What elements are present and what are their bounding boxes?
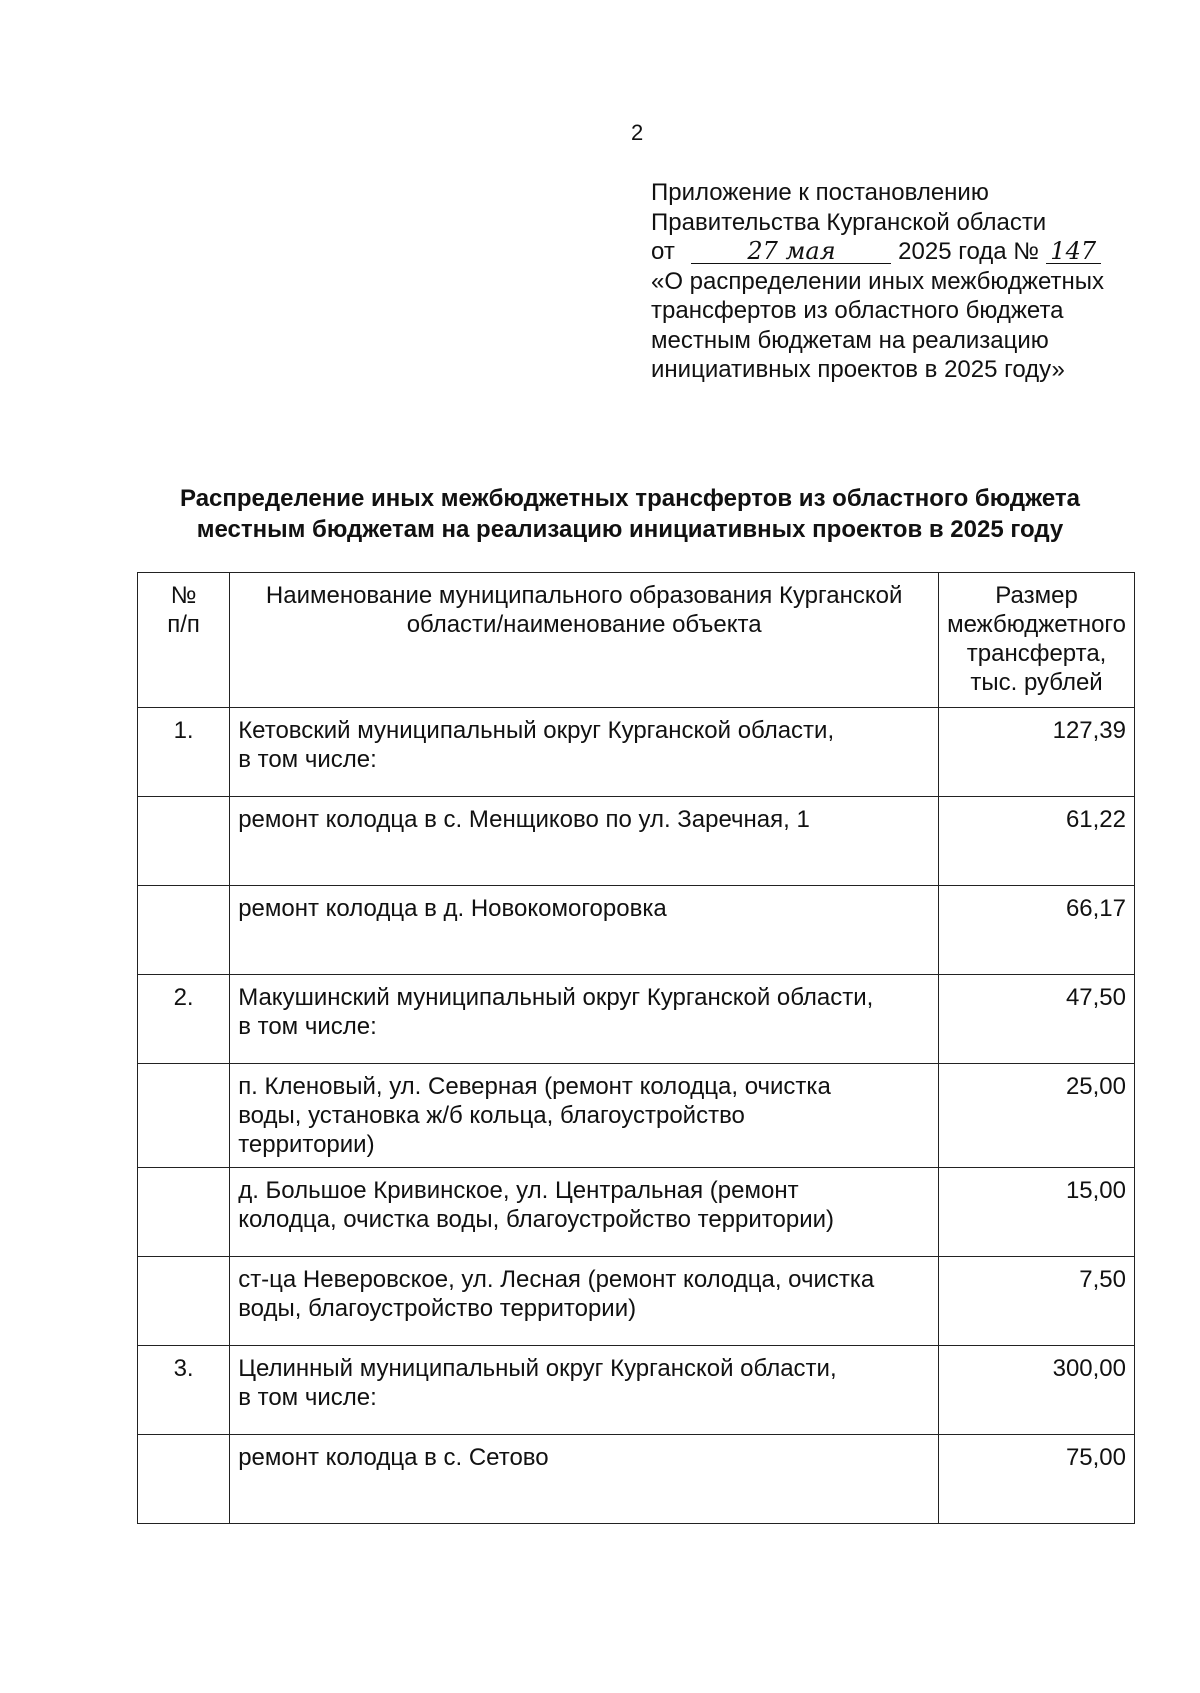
row-amount: 47,50 — [939, 975, 1135, 1064]
header-name — [230, 573, 939, 708]
row-amount: 300,00 — [939, 1346, 1135, 1435]
row-name-line-2: воды, установка ж/б кольца, благоустройство — [238, 1102, 745, 1129]
row-name — [230, 975, 939, 1064]
row-name-line-1: Целинный муниципальный округ Курганской области, — [238, 1355, 837, 1382]
row-name — [230, 1346, 939, 1435]
row-name-line-1: Макушинский муниципальный округ Курганской области, — [238, 984, 874, 1011]
table-row — [138, 1346, 1135, 1435]
document-title — [130, 483, 1130, 545]
row-name-line-1: д. Большое Кривинское, ул. Центральная (ремонт — [238, 1177, 799, 1204]
header-num-line-2: п/п — [167, 611, 200, 638]
header-amount-line-1: Размер — [995, 582, 1078, 609]
table-row — [138, 1435, 1135, 1524]
row-name — [230, 886, 939, 975]
document-title-line-1: Распределение иных межбюджетных трансфертов из областного бюджета — [180, 485, 1080, 512]
header-amount-line-2: межбюджетного — [947, 611, 1126, 638]
row-name-line-1: п. Кленовый, ул. Северная (ремонт колодца, очистка — [238, 1073, 831, 1100]
handwritten-date: 27 мая — [691, 239, 891, 264]
annex-from-label: от — [651, 238, 675, 265]
row-amount: 15,00 — [939, 1168, 1135, 1257]
row-num: 1. — [138, 708, 230, 797]
row-num: 2. — [138, 975, 230, 1064]
row-amount: 66,17 — [939, 886, 1135, 975]
annex-line-2: Правительства Курганской области — [651, 208, 1047, 236]
row-amount: 61,22 — [939, 797, 1135, 886]
table-row — [138, 886, 1135, 975]
table-header-row — [138, 573, 1135, 708]
annex-header — [651, 178, 1171, 385]
table-row — [138, 1168, 1135, 1257]
header-num-line-1: № — [170, 582, 197, 609]
annex-line-4: «О распределении иных межбюджетных — [651, 267, 1104, 295]
row-name-line-2: в том числе: — [238, 1013, 377, 1040]
row-amount: 7,50 — [939, 1257, 1135, 1346]
distribution-table — [137, 572, 1135, 1524]
row-name — [230, 797, 939, 886]
header-num — [138, 573, 230, 708]
row-num: 3. — [138, 1346, 230, 1435]
handwritten-number: 147 — [1046, 239, 1101, 264]
annex-line-5: трансфертов из областного бюджета — [651, 297, 1064, 324]
row-amount: 25,00 — [939, 1064, 1135, 1168]
row-name-line-1: ст-ца Неверовское, ул. Лесная (ремонт колодца, очистка — [238, 1266, 875, 1293]
row-num — [138, 1257, 230, 1346]
annex-date-line — [651, 237, 1171, 267]
row-name-line-2: в том числе: — [238, 1384, 377, 1411]
row-name-line-1: Кетовский муниципальный округ Курганской области, — [238, 717, 835, 744]
row-name — [230, 1435, 939, 1524]
page-number: 2 — [631, 120, 644, 145]
row-name-line-1: ремонт колодца в с. Менщиково по ул. Заречная, 1 — [238, 806, 810, 833]
row-num — [138, 1168, 230, 1257]
table-row — [138, 708, 1135, 797]
annex-line-7: инициативных проектов в 2025 году» — [651, 356, 1065, 383]
row-name-line-2: колодца, очистка воды, благоустройство территории) — [238, 1206, 834, 1233]
row-name-line-2: воды, благоустройство территории) — [238, 1295, 637, 1322]
row-num — [138, 1435, 230, 1524]
document-title-line-2: местным бюджетам на реализацию инициативных проектов в 2025 году — [196, 516, 1064, 543]
row-name — [230, 1064, 939, 1168]
header-amount-line-3: трансферта, — [966, 640, 1107, 667]
header-name-line-2: области/наименование объекта — [406, 611, 762, 638]
row-amount: 75,00 — [939, 1435, 1135, 1524]
table-row — [138, 1064, 1135, 1168]
row-name-line-2: в том числе: — [238, 746, 377, 773]
row-num — [138, 1064, 230, 1168]
annex-year-label: 2025 года № — [898, 238, 1040, 265]
row-name-line-3: территории) — [238, 1131, 375, 1158]
row-name — [230, 708, 939, 797]
row-name-line-1: ремонт колодца в д. Новокомогоровка — [238, 895, 667, 922]
row-num — [138, 886, 230, 975]
row-name — [230, 1257, 939, 1346]
header-name-line-1: Наименование муниципального образования Курганской — [265, 582, 903, 609]
table-row — [138, 975, 1135, 1064]
annex-line-6: местным бюджетам на реализацию — [651, 326, 1049, 354]
row-amount: 127,39 — [939, 708, 1135, 797]
table-row — [138, 797, 1135, 886]
row-num — [138, 797, 230, 886]
header-amount — [939, 573, 1135, 708]
table-row — [138, 1257, 1135, 1346]
annex-line-1: Приложение к постановлению — [651, 179, 989, 206]
header-amount-line-4: тыс. рублей — [970, 669, 1103, 696]
row-name-line-1: ремонт колодца в с. Сетово — [238, 1444, 549, 1471]
row-name — [230, 1168, 939, 1257]
